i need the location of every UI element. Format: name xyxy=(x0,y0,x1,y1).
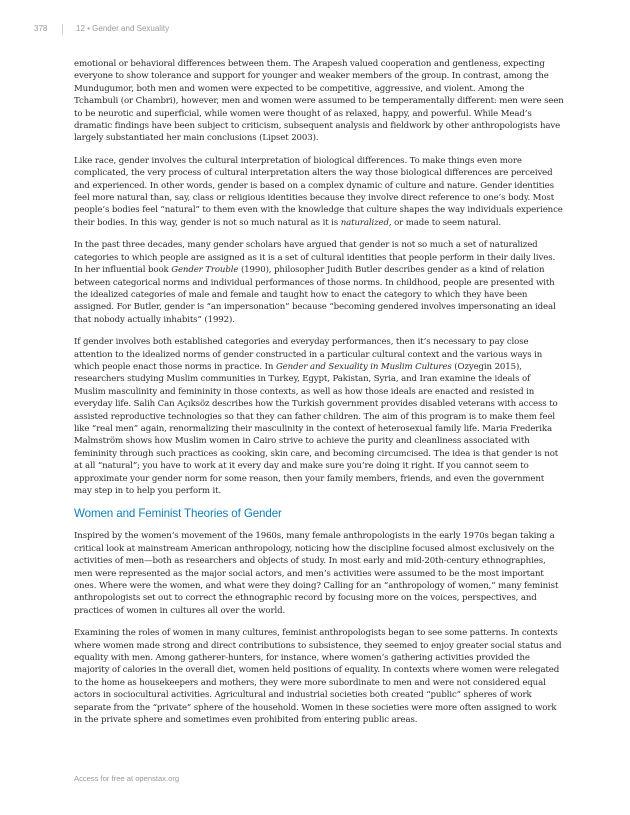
book-title: Gender and Sexuality in Muslim Cultures xyxy=(275,361,452,372)
paragraph: emotional or behavioral differences between them. The Arapesh valued cooperation and gentleness, expecting everyone to show tolerance and support for younger and weaker members of the group. In contrast, among the Mundugumor, both men and women were expected to be competitive, aggressive, and violent. Among the Tchambuli (or Chambri), however, men and women were assumed to be temperamentally different: men were seen to be neurotic and superficial, while women were thought of as relaxed, happy, and powerful. While Mead’s dramatic findings have been subject to criticism, subsequent analysis and fieldwork by other anthropologists have largely substantiated her main conclusions (Lipset 2003). xyxy=(74,59,564,144)
chapter-title: 12 • Gender and Sexuality xyxy=(76,24,170,33)
body-text xyxy=(74,58,564,737)
paragraph-text: (Ozyegin 2015), researchers studying Muslim communities in Turkey, Egypt, Pakistan, Syria, and Iran examine the ideals of Muslim masculinity and femininity in those contexts, as well as how those ideals are enacted and resisted in everyday life. Salih Can Açıksöz describes how the Turkish government provides disabled veterans with access to assisted reproductive technologies so that they can father children. The aim of this program is to make them feel like “real men” again, renormalizing their masculinity in the context of heterosexual family life. Maria Frederika Malmström shows how Muslim women in Cairo strive to achieve the purity and cleanliness associated with femininity through such practices as cooking, skin care, and becoming circumcised. The idea is that gender is not at all “natural”; you have to work at it every day and make sure you’re doing it right. If you cannot seem to approximate your gender norm for some reason, then your family members, friends, and even the government may step in to help you perform it. xyxy=(74,361,559,496)
page-footer xyxy=(74,774,179,783)
paragraph xyxy=(74,155,564,229)
paragraph xyxy=(74,336,564,497)
page-number: 378 xyxy=(34,24,48,33)
paragraph-text: Like race, gender involves the cultural interpretation of biological differences. To make things even more complicated, the very process of cultural interpretation alters the way those biological differences are perceived and experienced. In other words, gender is based on a complex dynamic of culture and nature. Gender identities feel more natural than, say, class or religious identities because they involve direct reference to one’s body. Most people’s bodies feel “natural” to them even with the knowledge that culture shapes the way individuals experience their bodies. In this way, gender is not so much natural as it is xyxy=(74,155,563,228)
paragraph-text: If gender involves both established categories and everyday performances, then it’s necessary to pay close attention to the idealized norms of gender constructed in a particular cultural context and the various ways in which people enact those norms in practice. In xyxy=(74,337,543,372)
paragraph-text: In the past three decades, many gender scholars have argued that gender is not so much a set of naturalized categories to which people are assigned as it is a set of cultural identities that people perform in their daily lives. In her influential book xyxy=(74,240,556,276)
paragraph: Inspired by the women’s movement of the 1960s, many female anthropologists in the early 1970s began taking a critical look at mainstream American anthropology, noticing how the discipline focused almost exclusively on the activities of men—both as researchers and objects of study. In most early and mid-20th-century ethnographies, men were represented as the major social actors, and men’s activities were assumed to be the most important ones. Where were the women, and what were they doing? Calling for an “anthropology of women,” many feminist anthropologists set out to correct the ethnographic record by focusing more on the voices, perspectives, and practices of women in cultures all over the world. xyxy=(74,531,559,616)
emphasis: naturalized, xyxy=(340,217,392,228)
paragraph xyxy=(74,239,564,326)
paragraph-text: or made to seem natural. xyxy=(391,217,502,228)
paragraph-text: (1990), philosopher Judith Butler describes gender as a kind of relation between categorical norms and individual performances of those norms. In childhood, people are presented with the idealized categories of male and female and taught how to enact the category to which they have been assigned. For Butler, gender is “an impersonation” because “becoming gendered involves impersonating an ideal that nobody actually inhabits” (1992). xyxy=(74,265,556,325)
footer-link-text: Access for free at openstax.org xyxy=(74,774,180,783)
book-title: Gender Trouble xyxy=(171,265,239,276)
section-heading: Women and Feminist Theories of Gender xyxy=(74,507,282,521)
paragraph: Examining the roles of women in many cultures, feminist anthropologists began to see some patterns. In contexts where women made strong and direct contributions to subsistence, they seemed to enjoy greater social status and equality with men. Among gatherer-hunters, for instance, where women’s gathering activities provided the majority of calories in the overall diet, women held positions of equality. In contexts where women were relegated to the home as housekeepers and mothers, they were more subordinate to men and were not considered equal actors in sociocultural activities. Agricultural and industrial societies both created “public” spheres of work separate from the “private” sphere of the household. Women in these societies were more often assigned to work in the private sphere and sometimes even prohibited from entering public areas. xyxy=(74,628,562,726)
header-divider xyxy=(62,24,63,35)
